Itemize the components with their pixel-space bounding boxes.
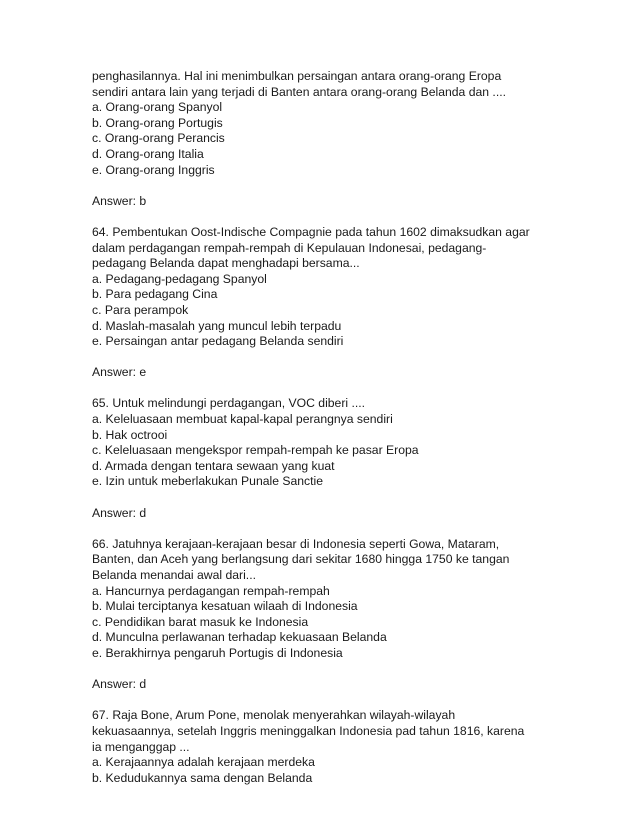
- option-c: c. Keleluasaan mengekspor rempah-rempah ke pasar Eropa: [92, 443, 419, 458]
- paragraph-gap: [92, 381, 572, 397]
- option-b: b. Mulai terciptanya kesatuan wilaah di Indonesia: [92, 599, 358, 614]
- paragraph-gap: [92, 209, 572, 225]
- option-e: e. Orang-orang Inggris: [92, 162, 215, 177]
- option-c: c. Para perampok: [92, 302, 189, 317]
- question-text-line: 67. Raja Bone, Arum Pone, menolak menyerahkan wilayah-wilayah: [92, 708, 456, 723]
- paragraph-gap: [92, 693, 572, 709]
- question-text-line: Banten, dan Aceh yang berlangsung dari sekitar 1680 hingga 1750 ke tangan: [92, 552, 510, 567]
- document-page: [92, 69, 572, 786]
- question-text-line: 64. Pembentukan Oost-Indische Compagnie pada tahun 1602 dimaksudkan agar: [92, 224, 530, 239]
- option-d: d. Armada dengan tentara sewaan yang kuat: [92, 458, 335, 473]
- question-text-line: dalam perdagangan rempah-rempah di Kepulauan Indonesai, pedagang-: [92, 240, 487, 255]
- paragraph-gap: [92, 521, 572, 537]
- option-a: a. Orang-orang Spanyol: [92, 100, 223, 115]
- answer-text: Answer: d: [92, 505, 147, 520]
- option-b: b. Orang-orang Portugis: [92, 115, 223, 130]
- option-a: a. Pedagang-pedagang Spanyol: [92, 271, 267, 286]
- option-a: a. Kerajaannya adalah kerajaan merdeka: [92, 755, 315, 770]
- paragraph-gap: [92, 490, 572, 506]
- option-e: e. Izin untuk meberlakukan Punale Sanctie: [92, 474, 324, 489]
- question-text-line: kekuasaannya, setelah Inggris meninggalkan Indonesia pad tahun 1816, karena: [92, 723, 525, 738]
- answer-text: Answer: b: [92, 193, 147, 208]
- answer-65: [92, 506, 572, 522]
- option-a: a. Hancurnya perdagangan rempah-rempah: [92, 583, 330, 598]
- question-text-line: pedagang Belanda dapat menghadapi bersama...: [92, 256, 360, 271]
- question-63-continuation: [92, 69, 572, 178]
- paragraph-gap: [92, 178, 572, 194]
- paragraph-gap: [92, 350, 572, 366]
- option-d: d. Maslah-masalah yang muncul lebih terpadu: [92, 318, 342, 333]
- paragraph-gap: [92, 662, 572, 678]
- question-text-line: 66. Jatuhnya kerajaan-kerajaan besar di Indonesia seperti Gowa, Mataram,: [92, 536, 500, 551]
- option-c: c. Pendidikan barat masuk ke Indonesia: [92, 614, 309, 629]
- option-b: b. Hak octrooi: [92, 427, 168, 442]
- answer-66: [92, 677, 572, 693]
- question-67: [92, 708, 572, 786]
- option-a: a. Keleluasaan membuat kapal-kapal perangnya sendiri: [92, 412, 393, 427]
- option-b: b. Para pedagang Cina: [92, 287, 218, 302]
- question-text-line: 65. Untuk melindungi perdagangan, VOC diberi ....: [92, 396, 366, 411]
- answer-text: Answer: e: [92, 365, 147, 380]
- answer-63: [92, 194, 572, 210]
- option-b: b. Kedudukannya sama dengan Belanda: [92, 770, 313, 785]
- option-c: c. Orang-orang Perancis: [92, 131, 225, 146]
- answer-text: Answer: d: [92, 677, 147, 692]
- question-65: [92, 396, 572, 490]
- option-e: e. Persaingan antar pedagang Belanda sendiri: [92, 334, 344, 349]
- question-text-line: Belanda menandai awal dari...: [92, 568, 256, 582]
- option-d: d. Orang-orang Italia: [92, 146, 204, 161]
- option-d: d. Munculna perlawanan terhadap kekuasaan Belanda: [92, 630, 387, 645]
- question-text-line: sendiri antara lain yang terjadi di Banten antara orang-orang Belanda dan ....: [92, 84, 506, 99]
- option-e: e. Berakhirnya pengaruh Portugis di Indonesia: [92, 645, 343, 660]
- question-66: [92, 537, 572, 662]
- answer-64: [92, 365, 572, 381]
- question-text-line: ia menganggap ...: [92, 739, 190, 754]
- question-64: [92, 225, 572, 350]
- question-text-line: penghasilannya. Hal ini menimbulkan persaingan antara orang-orang Eropa: [92, 69, 502, 83]
